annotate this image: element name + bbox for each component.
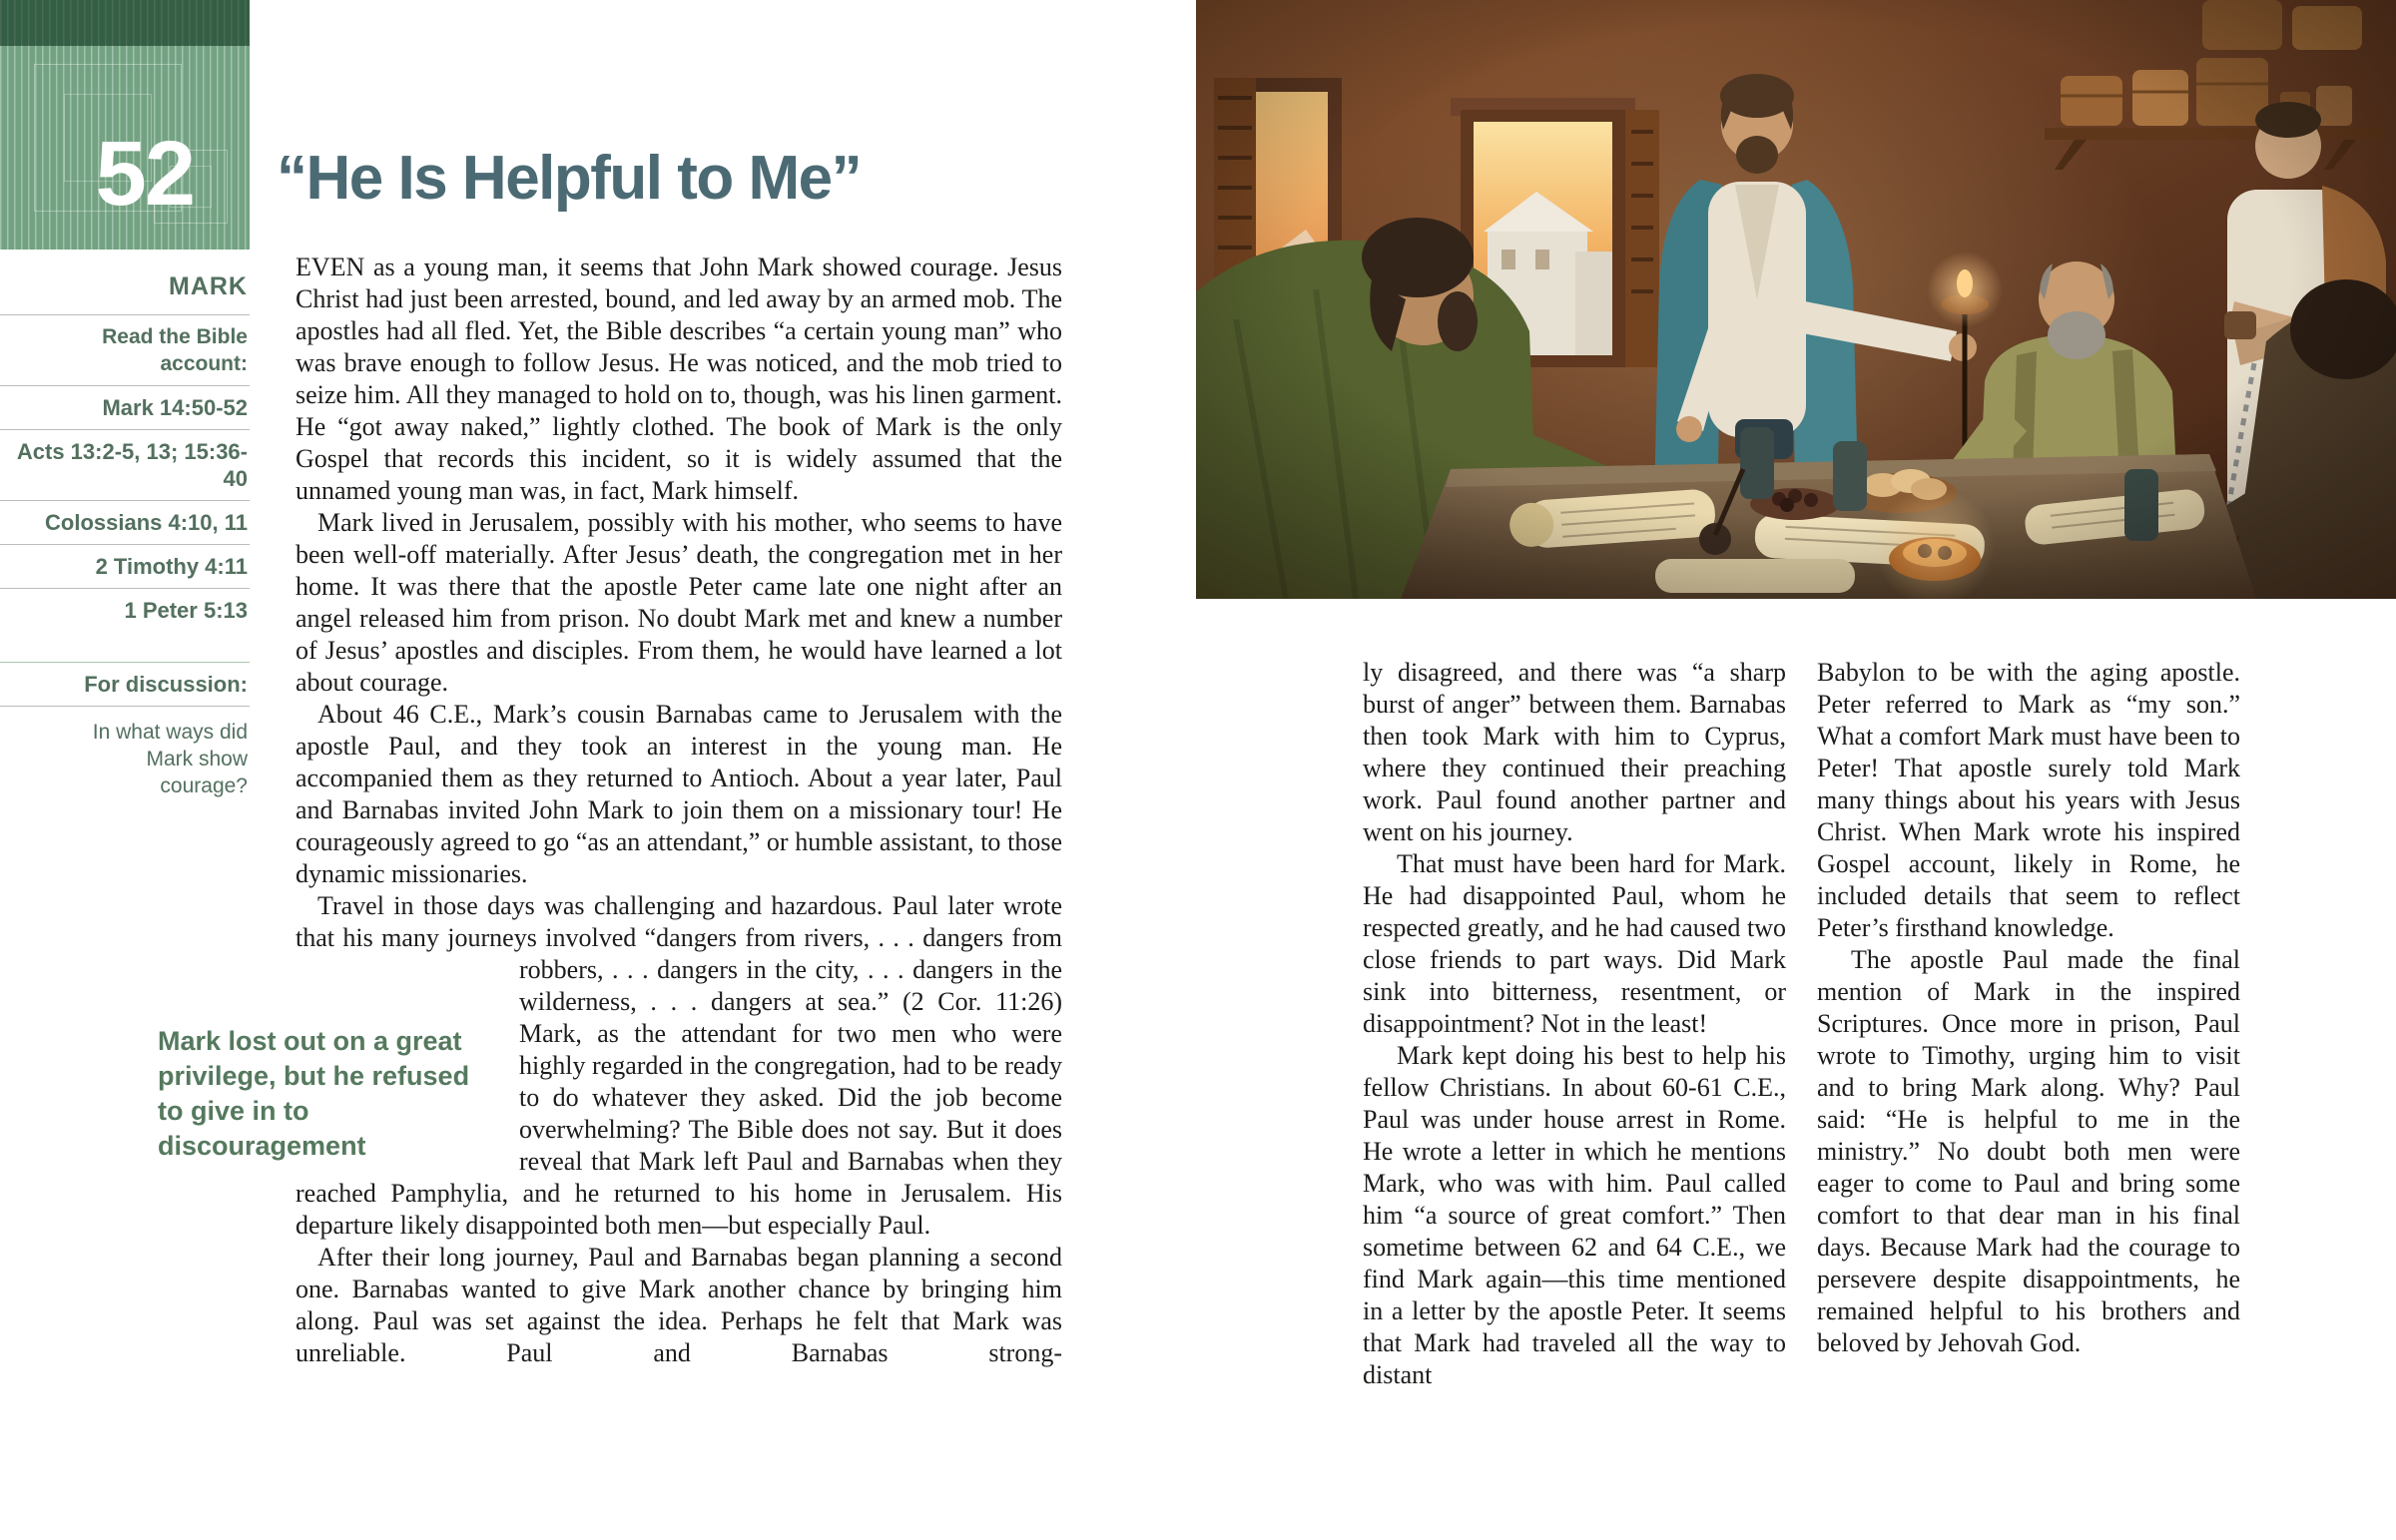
read-account-label: Read the Bible account: [102,325,248,375]
sidebar [0,250,250,807]
page-title: “He Is Helpful to Me” [277,144,862,213]
discussion-question: In what ways did Mark show courage? [92,721,248,797]
paragraph-fragment: Babylon to be with the aging apostle. Peter referred to Mark as “my son.” What a comfort Mark must have been to Peter! That apostle surely told Mark many things about his years with Jesus Christ. When Mark wrote his inspired Gospel account, likely in Rome, he included details that seem to reflect Peter’s firsthand knowledge. [1817,658,2240,942]
text-column-1 [1363,657,1786,1391]
illustration [1196,0,2396,599]
spacer [0,632,250,662]
paragraph-fragment: dangers from robbers, . . . dangers in the city, . . . dangers in the wilderness, . . . dangers at sea.” (2 Cor. 11:26) Mark, as the attendant for two men who were highly regarded in the congregation, had to be ready to do whatever they asked. Did the job become overwhelming? The Bible does not say. But it does reveal that Mark left Paul and Barnabas when they reached Pamphylia, and he returned to his home in Jerusalem. His departure likely disappointed both men—but especially Paul. [296,923,1062,1240]
scripture-reference: Colossians 4:10, 11 [45,510,248,535]
article-text-left-page [296,252,1062,1369]
vignette-overlay [1196,0,2396,599]
paragraph: Mark lived in Jerusalem, possibly with his mother, who seems to have been well-off materially. After Jesus’ death, the congregation met in her home. It was there that the apostle Peter came late one night after an angel released him from prison. No doubt Mark met and knew a number of Jesus’ apostles and disciples. From them, he would have learned a lot about courage. [296,508,1062,697]
scripture-reference: Acts 13:2-5, 13; 15:36-40 [16,439,248,491]
scripture-list [0,386,250,632]
scripture-reference: 1 Peter 5:13 [124,598,248,623]
discussion-label: For discussion: [84,672,248,697]
chapter-number-box [0,0,250,250]
paragraph: EVEN as a young man, it seems that John Mark showed courage. Jesus Christ had just been arrested, bound, and led away by an armed mob. The apostles had all fled. Yet, the Bible describes “a certain young man” who was brave enough to follow Jesus. He was noticed, and the mob tried to seize him. All they managed to hold on to, though, was his linen garment. He “got away naked,” lightly clothed. The book of Mark is the only Gospel that records this incident, so it is widely assumed that the unnamed young man was, in fact, Mark himself. [296,253,1062,505]
paragraph-fragment: Travel in those days was challenging and hazardous. Paul later wrote that his many journeys involved “dangers from rivers, . . . [296,891,1062,952]
paragraph-fragment: The apostle Paul made the final mention of Mark in the inspired Scriptures. Once more in prison, Paul wrote to Timothy, urging him to visit and to bring Mark along. Why? Paul said: “He is helpful to me in the ministry.” No doubt both men were eager to come to Paul and bring some comfort to that dear man in his final days. Because Mark had the courage to persevere despite disappointments, he remained helpful to his brothers and beloved by Jehovah God. [1817,945,2240,1357]
illustration-canvas [1196,0,2396,599]
scripture-reference: 2 Timothy 4:11 [95,554,248,579]
book-label: MARK [169,272,248,300]
scripture-reference: Mark 14:50-52 [102,395,248,420]
paragraph-fragment: ly disagreed, and there was “a sharp burst of anger” between them. Barnabas then took Mark with him to Cyprus, where they continued their preaching work. Paul found another partner and went on his journey. [1363,658,1786,846]
chapter-box-dark-band [0,0,250,46]
text-column-2 [1817,657,2240,1359]
paragraph: After their long journey, Paul and Barnabas began planning a second one. Barnabas wanted to give Mark another chance by bringing him along. Paul was set against the idea. Perhaps he felt that Mark was unreliable. Paul and Barnabas strong- [296,1243,1062,1367]
pull-quote: Mark lost out on a great privilege, but he refused to give in to discouragement [158,1026,470,1161]
paragraph-fragment: Mark kept doing his best to help his fellow Christians. In about 60-61 C.E., Paul was under house arrest in Rome. He wrote a letter in which he mentions Mark, who was with him. Paul called him “a source of great comfort.” Then sometime between 62 and 64 C.E., we find Mark again—this time mentioned in a letter by the apostle Peter. It seems that Mark had traveled all the way to distant [1363,1041,1786,1389]
paragraph: About 46 C.E., Mark’s cousin Barnabas came to Jerusalem with the apostle Paul, and they took an interest in the young man. He accompanied them as they returned to Antioch. About a year later, Paul and Barnabas invited John Mark to join them on a missionary tour! He courageously agreed to go “as an attendant,” or humble assistant, to those dynamic missionaries. [296,700,1062,888]
paragraph-fragment: That must have been hard for Mark. He had disappointed Paul, whom he respected greatly, and he had caused two close friends to part ways. Did Mark sink into bitterness, resentment, or disappointment? Not in the least! [1363,849,1786,1038]
chapter-number: 52 [95,123,194,225]
